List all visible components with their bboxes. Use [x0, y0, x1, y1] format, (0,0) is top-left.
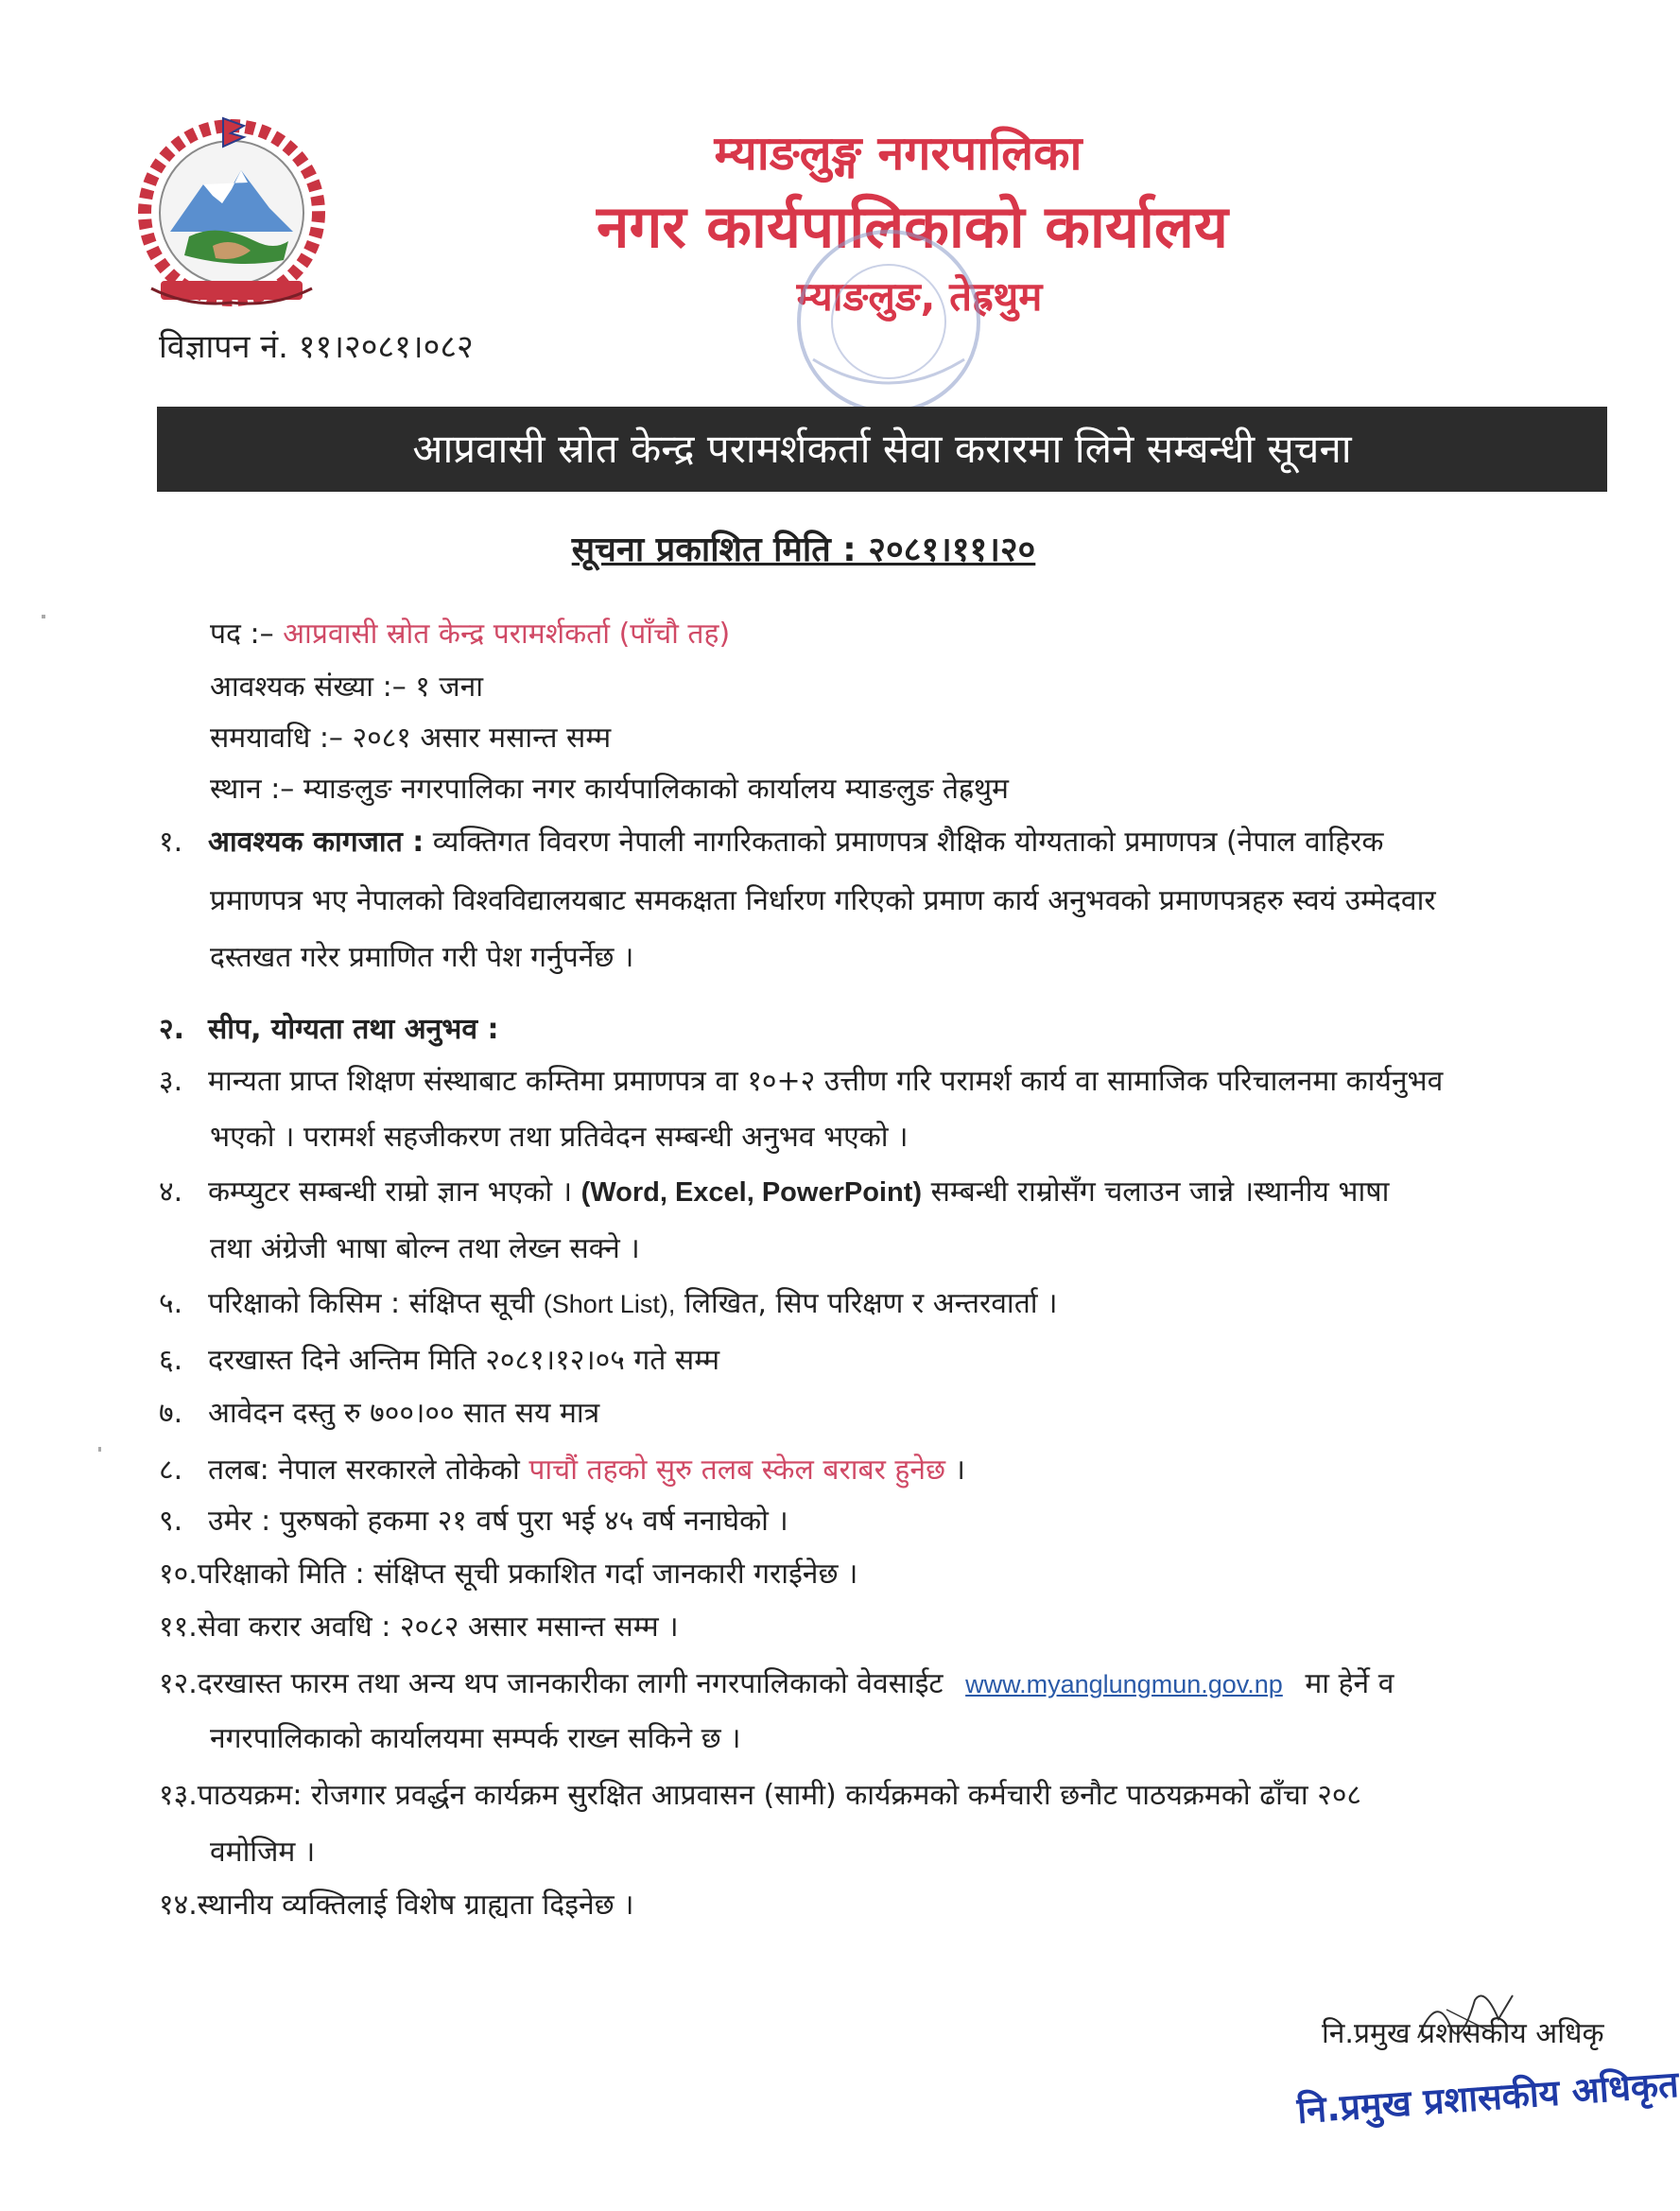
- advertisement-number: विज्ञापन नं. ११।२०८१।०८२: [159, 328, 474, 366]
- item-continuation: प्रमाणपत्र भए नेपालको विश्वविद्यालयबाट समकक्षता निर्धारण गरिएको प्रमाण कार्य अनुभवको प्रमाणपत्रहरु स्वयं उम्मेदवार: [210, 884, 1436, 917]
- notice-title-banner: आप्रवासी स्रोत केन्द्र परामर्शकर्ता सेवा करारमा लिने सम्बन्धी सूचना: [157, 407, 1607, 492]
- duration: समयावधि :– २०८१ असार मसान्त सम्म: [210, 722, 612, 755]
- list-item: ८. तलब: नेपाल सरकारले तोकेको पाचौं तहको सुरु तलब स्केल बराबर हुनेछ ।: [159, 1454, 965, 1487]
- post-label: पद :–: [210, 618, 274, 651]
- post-row: [210, 613, 730, 652]
- list-item: ५. परिक्षाको किसिम : संक्षिप्त सूची (Short List), लिखित, सिप परिक्षण र अन्तरवार्ता ।: [159, 1287, 1058, 1320]
- municipality-name: म्याङलुङ्ग नगरपालिका: [714, 126, 1082, 181]
- list-item: ९. उमेर : पुरुषको हकमा २१ वर्ष पुरा भई ४५ वर्ष ननाघेको ।: [159, 1505, 788, 1538]
- office-seal-stamp: [756, 227, 1021, 416]
- list-item: ३. मान्यता प्राप्त शिक्षण संस्थाबाट कम्तिमा प्रमाणपत्र वा १०+२ उत्तीण गरि परामर्श कार्य वा सामाजिक परिचालनमा कार्यनुभव: [159, 1065, 1444, 1098]
- list-item: ११.सेवा करार अवधि : २०८२ असार मसान्त सम्म ।: [159, 1610, 679, 1644]
- publish-date: सूचना प्रकाशित मिति : २०८१।११।२०: [571, 531, 1036, 569]
- list-item: १२.दरखास्त फारम तथा अन्य थप जानकारीका लागी नगरपालिकाको वेवसाईट www.myanglungmun.gov.np मा हेर्ने व: [159, 1667, 1394, 1700]
- item-continuation: दस्तखत गरेर प्रमाणित गरी पेश गर्नुपर्नेछ ।: [210, 941, 634, 974]
- item-continuation: तथा अंग्रेजी भाषा बोल्न तथा लेख्न सक्ने ।: [210, 1232, 640, 1265]
- post-value: आप्रवासी स्रोत केन्द्र परामर्शकर्ता (पाँचौ तह): [283, 618, 731, 651]
- scan-speck: [98, 1447, 101, 1452]
- list-item: १. आवश्यक कागजात : व्यक्तिगत विवरण नेपाली नागरिकताको प्रमाणपत्र शैक्षिक योग्यताको प्रमाणपत्र (नेपाल वाहिरक: [159, 826, 1384, 859]
- location: स्थान :– म्याङलुङ नगरपालिका नगर कार्यपालिकाको कार्यालय म्याङलुङ तेह्रथुम: [210, 773, 1009, 806]
- list-item: १०.परिक्षाको मिति : संक्षिप्त सूची प्रकाशित गर्दा जानकारी गराईनेछ ।: [159, 1558, 858, 1591]
- item-continuation: नगरपालिकाको कार्यालयमा सम्पर्क राख्न सकिने छ ।: [210, 1722, 741, 1755]
- list-item: १३.पाठयक्रम: रोजगार प्रवर्द्धन कार्यक्रम सुरक्षित आप्रवासन (सामी) कार्यक्रमको कर्मचारी छनौट पाठयक्रमको ढाँचा २०८: [159, 1779, 1362, 1812]
- required-count: आवश्यक संख्या :– १ जना: [210, 670, 484, 704]
- scan-speck: [42, 615, 45, 618]
- list-item: १४.स्थानीय व्यक्तिलाई विशेष ग्राह्यता दिइनेछ ।: [159, 1889, 634, 1922]
- signatory-title: नि.प्रमुख प्रशासकीय अधिकृ: [1322, 2017, 1604, 2050]
- list-item: २. सीप, योग्यता तथा अनुभव :: [159, 1013, 499, 1046]
- list-item: ७. आवेदन दस्तु रु ७००।०० सात सय मात्र: [159, 1397, 600, 1430]
- signatory-stamp: नि.प्रमुख प्रशासकीय अधिकृत: [1295, 2063, 1680, 2132]
- municipality-website-link[interactable]: www.myanglungmun.gov.np: [965, 1670, 1283, 1698]
- item-continuation: भएको । परामर्श सहजीकरण तथा प्रतिवेदन सम्बन्धी अनुभव भएको ।: [210, 1121, 909, 1154]
- list-item: ४. कम्प्युटर सम्बन्धी राम्रो ज्ञान भएको । (Word, Excel, PowerPoint) सम्बन्धी राम्रोसँग चलाउन जान्ने ।स्थानीय भाषा: [159, 1175, 1390, 1209]
- office-address: म्याङलुङ, तेह्रथुम: [796, 273, 1043, 320]
- office-name: नगर कार्यपालिकाको कार्यालय: [597, 192, 1228, 261]
- item-continuation: वमोजिम ।: [210, 1836, 316, 1869]
- list-item: ६. दरखास्त दिने अन्तिम मिति २०८१।१२।०५ गते सम्म: [159, 1344, 720, 1377]
- item-heading: आवश्यक कागजात :: [208, 826, 424, 859]
